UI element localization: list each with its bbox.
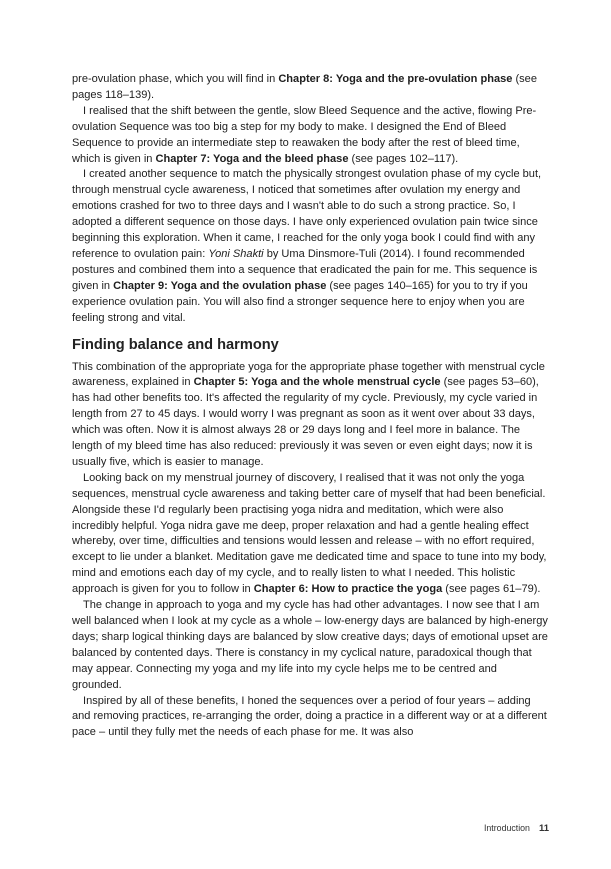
text-run: I created another sequence to match the physically strongest ovulation phase of my cycle but, through menstrual cycle awareness, I noticed that sometimes after ovulation my energy and emotions crashed for two to three days and I wasn't able to do such a strong practice. So, I adopted a different sequence on those days. I have only experienced ovulation pain twice since beginning this exploration. When it came, I reached for the only yoga book I could find with any reference to ovulation pain: [72, 168, 542, 260]
text-run: I realised that the shift between the gentle, slow Bleed Sequence and the active, flowing Pre-ovulation Sequence was too big a step for my body to make. I designed the End of Bleed Sequence to provide an intermediate step to reawaken the body after the rest of bleed time, which is given in [72, 104, 537, 165]
chapter-reference: Chapter 8: Yoga and the pre-ovulation phase [278, 73, 513, 85]
text-run: Looking back on my menstrual journey of discovery, I realised that it was not only the yoga sequences, menstrual cycle awareness and taking better care of myself that had been beneficial. Alongside these I'd regularly been practising yoga nidra and meditation, which were also incredibly helpful. Yoga nidra gave me deep, proper relaxation and had a gentle healing effect whereby, over time, difficulties and tensions would lessen and release – with no effort required, except to lie under a blanket. Meditation gave me dedicated time and space to tune into my body, mind and emotions each day of my cycle, and to really listen to what I needed. This holistic approach is given for you to follow in [72, 471, 547, 596]
body-paragraph [72, 694, 549, 742]
chapter-reference: Chapter 5: Yoga and the whole menstrual cycle [193, 376, 441, 389]
book-title: Yoni Shakti [208, 247, 264, 260]
text-run: Inspired by all of these benefits, I honed the sequences over a period of four years – adding and removing practices, re-arranging the order, doing a practice in a different way or at a different pace – until they fully met the needs of each phase for me. It was also [72, 694, 547, 739]
chapter-reference: Chapter 7: Yoga and the bleed phase [155, 152, 349, 165]
text-run: (see pages 140–165) for you to try if you experience ovulation pain. You will also find a stronger sequence here to enjoy when you are feeling strong and vital. [72, 279, 528, 324]
text-run: (see pages 61–79). [442, 583, 541, 596]
page-number: 11 [538, 823, 549, 834]
page-footer [484, 823, 549, 834]
text-run: (see pages 118–139). [72, 73, 537, 101]
running-footer-section: Introduction [483, 823, 530, 833]
section-heading: Finding balance and harmony [72, 336, 279, 353]
chapter-reference: Chapter 6: How to practice the yoga [253, 583, 443, 596]
body-paragraph [72, 72, 549, 104]
chapter-reference: Chapter 9: Yoga and the ovulation phase [113, 279, 327, 292]
body-paragraph [72, 104, 549, 168]
text-run: (see pages 102–117). [348, 152, 459, 165]
body-paragraph [72, 598, 549, 693]
text-run: The change in approach to yoga and my cycle has had other advantages. I now see that I am well balanced when I look at my cycle as a whole – low-energy days are balanced by high-energy days; sharp logical thinking days are balanced by slow creative days; days of emotional upset are balanced by contented days. There is constancy in my cyclical nature, paradoxical though that may appear. Connecting my yoga and my life into my cycle helps me to be centred and grounded. [72, 599, 548, 691]
text-run: by Uma Dinsmore-Tuli (2014). I found recommended postures and combined them into a sequence that eradicated the pain for me. This sequence is given in [72, 247, 538, 292]
page-body [72, 72, 549, 741]
text-run: pre-ovulation phase, which you will find in [72, 73, 279, 85]
text-run: This combination of the appropriate yoga for the appropriate phase together with menstrual cycle awareness, explained in [72, 360, 545, 389]
body-paragraph [72, 471, 549, 598]
text-run: (see pages 53–60), has had other benefits too. It's affected the regularity of my cycle. Previously, my cycle varied in length from 27 to 45 days. I would worry I was pregnant as soon as it went over about 33 days, which was often. Now it is almost always 28 or 29 days long and I feel more in balance. The length of my bleed time has also reduced: previously it was seven or even eight days; now it is usually five, which is easier to manage. [72, 376, 539, 468]
body-paragraph [72, 167, 549, 326]
body-paragraph [72, 360, 549, 471]
